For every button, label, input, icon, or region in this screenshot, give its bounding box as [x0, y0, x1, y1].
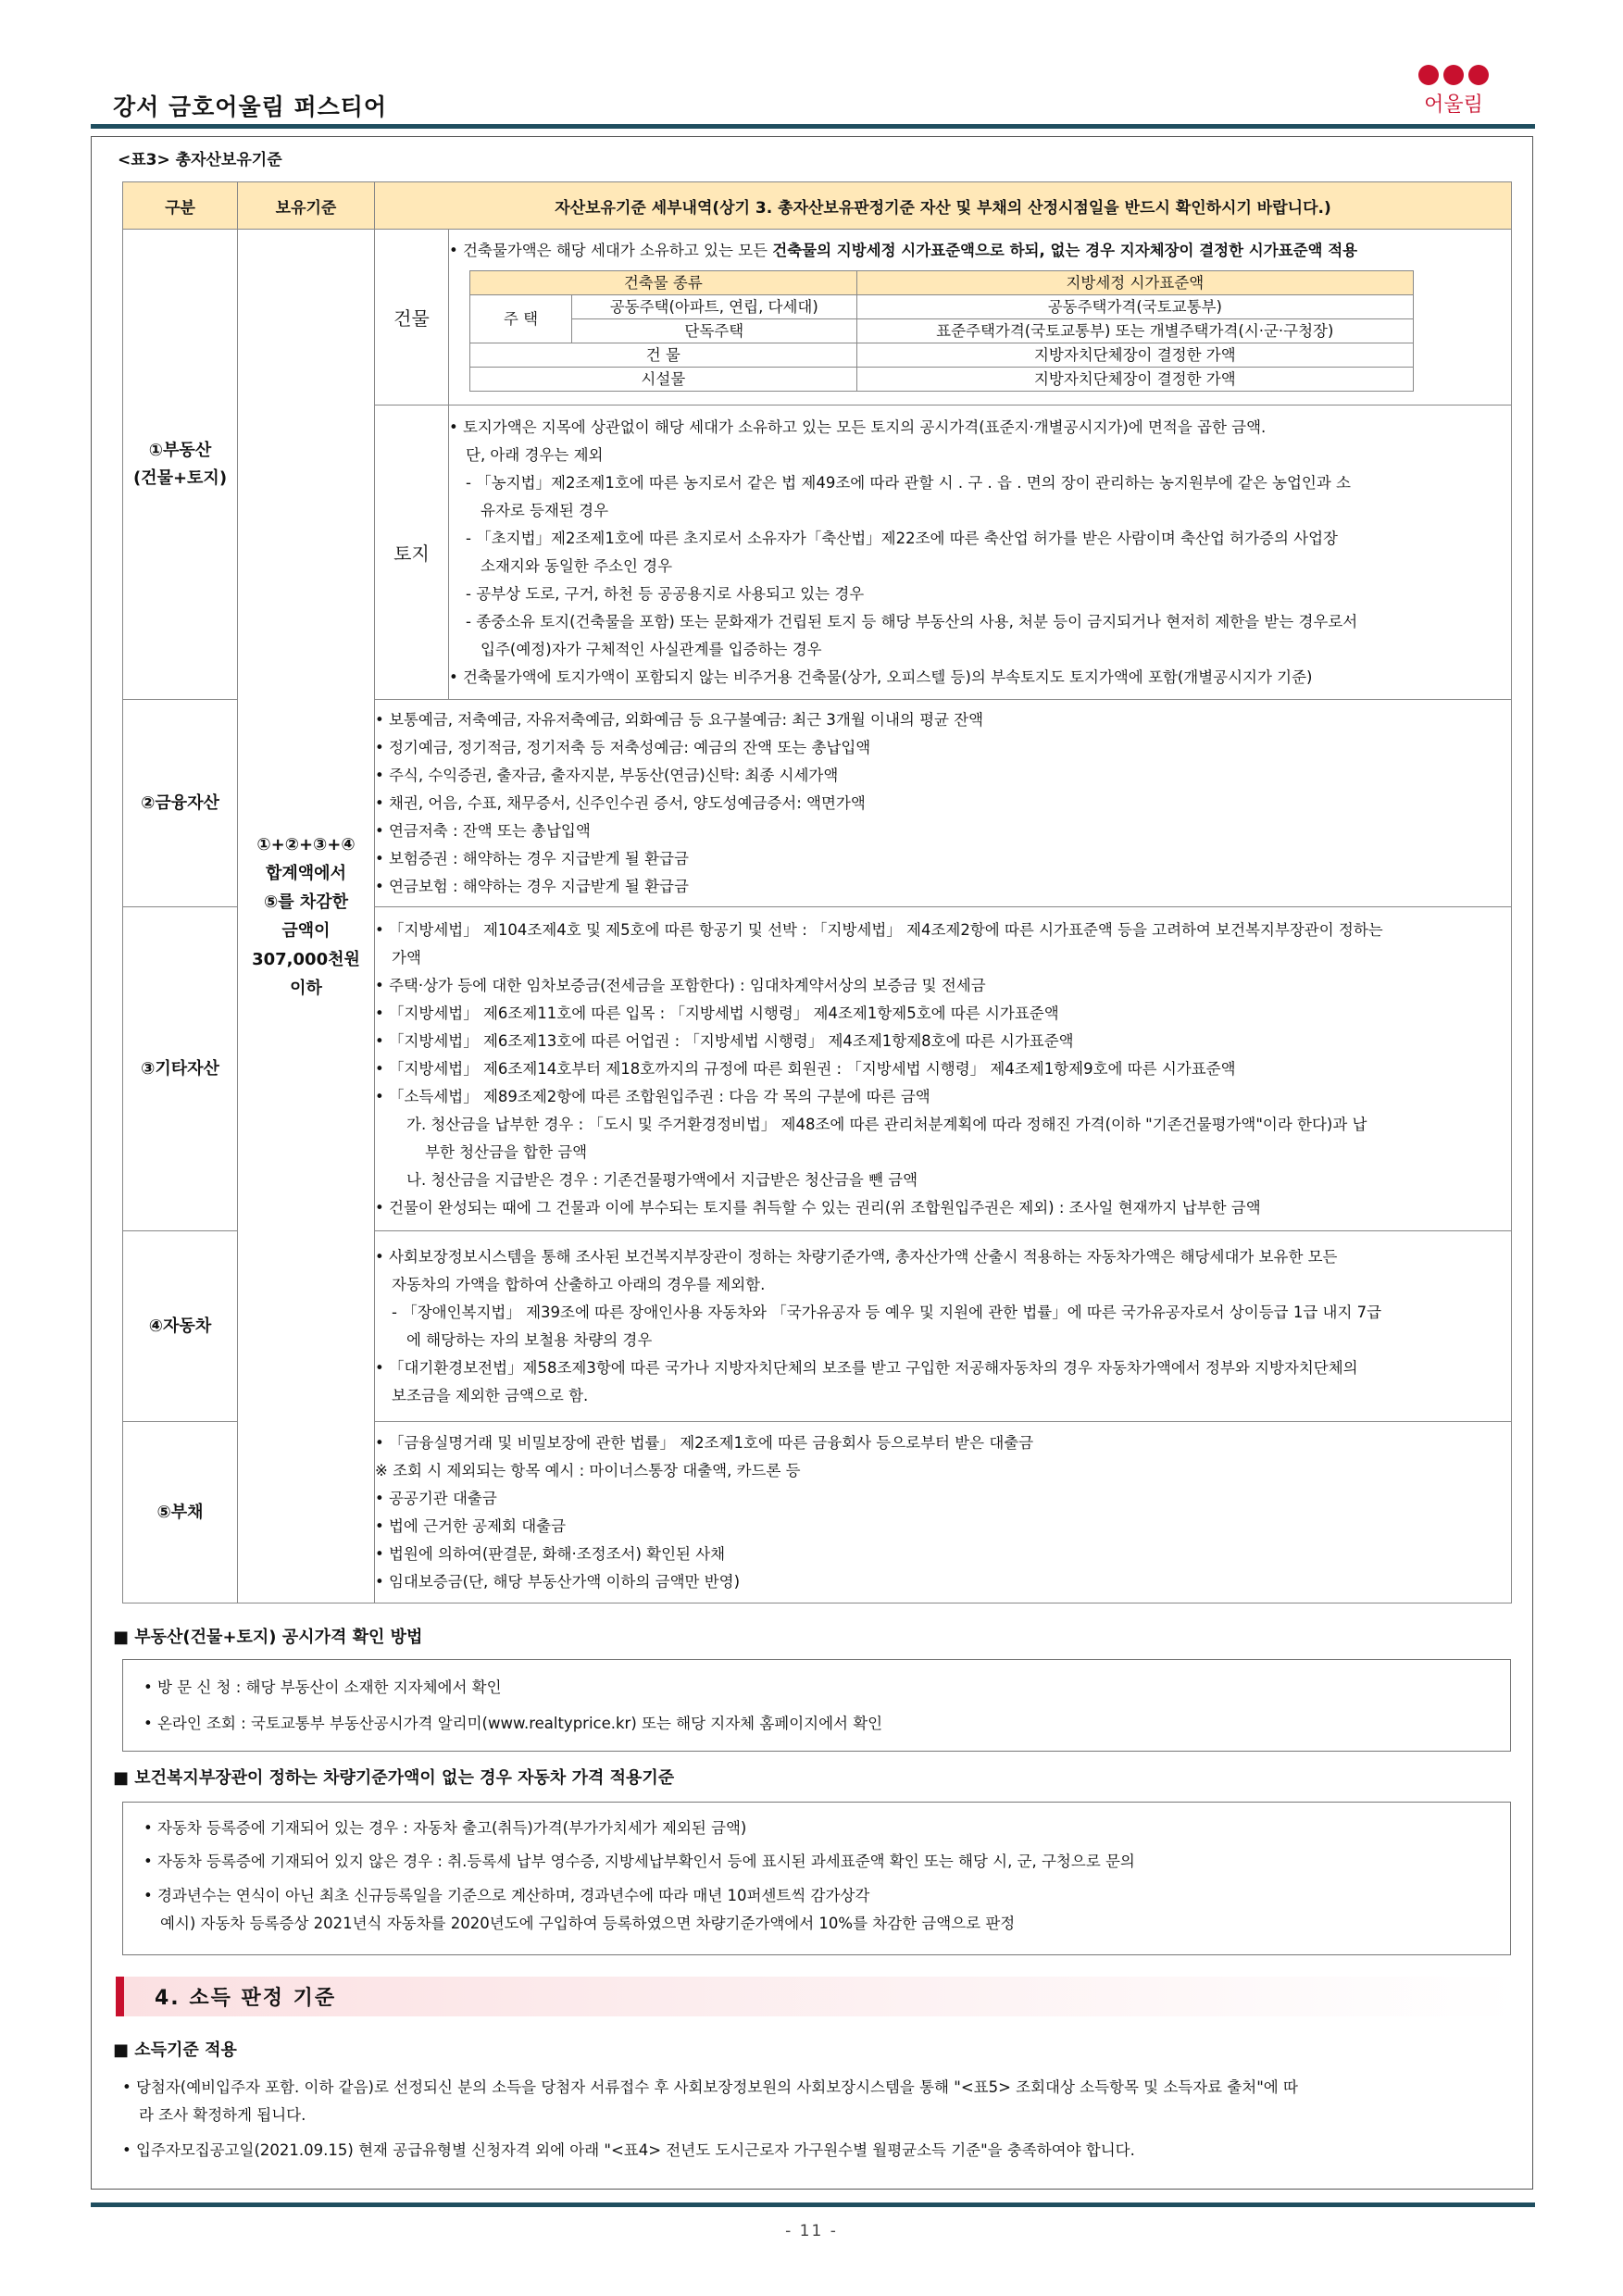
- car-standard-line: 예시) 자동차 등록증상 2021년식 자동차를 2020년도에 구입하여 등록하였으면 차량기준가액에서 10%를 차감한 금액으로 판정: [160, 1915, 1016, 1932]
- footer-divider: [91, 2202, 1535, 2207]
- table-header-row: [123, 182, 1512, 230]
- price-check-title: ■ 부동산(건물+토지) 공시가격 확인 방법: [113, 1628, 423, 1647]
- detail-line: • 건물이 완성되는 때에 그 건물과 이에 부수되는 토지를 취득할 수 있는 권리(위 조합원입주권은 제외) : 조사일 현재까지 납부한 금액: [375, 1198, 1261, 1217]
- standard-line: ⑤를 차감한: [263, 892, 349, 912]
- header-standard: 보유기준: [238, 182, 375, 230]
- brand-logo: [1415, 65, 1492, 118]
- detail-line: • 정기예금, 정기적금, 정기저축 등 저축성예금: 예금의 잔액 또는 총납입액: [375, 738, 871, 756]
- building-price-table: [469, 270, 1414, 392]
- income-line: • 당첨자(예비입주자 포함. 이하 같음)로 선정되신 분의 소득을 당첨자 서류접수 후 사회보장정보원의 사회보장시스템을 통해 "<표5> 조회대상 소득항목 및 소득자료 출처"에 따: [122, 2078, 1298, 2096]
- detail-line: 자동차의 가액을 합하여 산출하고 아래의 경우를 제외함.: [392, 1275, 766, 1293]
- detail-line: • 채권, 어음, 수표, 채무증서, 신주인수권 증서, 양도성예금증서: 액면가액: [375, 793, 866, 812]
- section-accent-bar: [116, 1977, 124, 2016]
- subcategory-building: 건물: [375, 230, 449, 406]
- inner-header: 건축물 종류: [470, 271, 857, 295]
- detail-line: 유자로 등재된 경우: [481, 501, 609, 519]
- detail-line: • 법에 근거한 공제회 대출금: [375, 1516, 567, 1535]
- other-detail: [375, 907, 1512, 1231]
- detail-line: • 임대보증금(단, 해당 부동산가액 이하의 금액만 반영): [375, 1572, 741, 1591]
- category-label: (건물+토지): [132, 468, 228, 488]
- detail-line: • 연금저축 : 잔액 또는 총납입액: [375, 821, 591, 840]
- detail-line: 입주(예정)자가 구체적인 사실관계를 입증하는 경우: [481, 640, 822, 658]
- standard-line: ①+②+③+④: [256, 834, 356, 855]
- detail-line: • 보통예금, 저축예금, 자유저축예금, 외화예금 등 요구불예금: 최근 3개월 이내의 평균 잔액: [375, 710, 984, 729]
- detail-line: • 「지방세법」 제6조제14호부터 제18호까지의 규정에 따른 회원권 : 「지방세법 시행령」 제4조제1항제9호에 따른 시가표준액: [375, 1059, 1236, 1078]
- detail-line: 가. 청산금을 납부한 경우 : 「도시 및 주거환경정비법」 제48조에 따른 관리처분계획에 따라 정해진 가격(이하 "기존건물평가액"이라 한다)과 납: [406, 1115, 1367, 1133]
- detail-line: - 「농지법」제2조제1호에 따른 농지로서 같은 법 제49조에 따라 관할 시 . 구 . 읍 . 면의 장이 관리하는 농지원부에 같은 농업인과 소: [466, 473, 1351, 492]
- detail-line: • 「지방세법」 제6조제13호에 따른 어업권 : 「지방세법 시행령」 제4조제1항제8호에 따른 시가표준액: [375, 1031, 1074, 1050]
- detail-line: - 공부상 도로, 구거, 하천 등 공공용지로 사용되고 있는 경우: [466, 584, 865, 603]
- table-caption: <표3> 총자산보유기준: [118, 151, 282, 169]
- detail-line: • 건축물가액에 토지가액이 포함되지 않는 비주거용 건축물(상가, 오피스텔 등)의 부속토지도 토지가액에 포함(개별공시지가 기준): [449, 668, 1313, 686]
- standard-line: 307,000천원: [252, 949, 360, 969]
- detail-line: • 주식, 수익증권, 출자금, 출자지분, 부동산(연금)신탁: 최종 시세가액: [375, 766, 839, 784]
- land-detail: [449, 406, 1512, 700]
- inner-cell: 공동주택(아파트, 연립, 다세대): [571, 295, 856, 319]
- detail-line: • 「지방세법」 제6조제11호에 따른 입목 : 「지방세법 시행령」 제4조제1항제5호에 따른 시가표준액: [375, 1004, 1059, 1022]
- inner-cell: 시설물: [470, 368, 857, 392]
- building-detail: [449, 230, 1512, 406]
- category-debt: ⑤부채: [123, 1422, 238, 1603]
- category-realestate: [123, 230, 238, 700]
- detail-line: 가액: [392, 948, 421, 967]
- logo-dots-icon: [1415, 65, 1492, 85]
- header-detail: 자산보유기준 세부내역(상기 3. 총자산보유판정기준 자산 및 부채의 산정시점일을 반드시 확인하시기 바랍니다.): [375, 182, 1512, 230]
- detail-line: 소재지와 동일한 주소인 경우: [481, 556, 673, 575]
- income-standard-subtitle: ■ 소득기준 적용: [113, 2040, 237, 2060]
- car-standard-line: • 자동차 등록증에 기재되어 있지 않은 경우 : 취.등록세 납부 영수증, 지방세납부확인서 등에 표시된 과세표준액 확인 또는 해당 시, 군, 구청으로 문의: [144, 1853, 1135, 1870]
- standard-line: 합계액에서: [266, 863, 346, 883]
- inner-cell: 지방자치단체장이 결정한 가액: [856, 343, 1413, 368]
- inner-cell: 표준주택가격(국토교통부) 또는 개별주택가격(시·군·구청장): [856, 319, 1413, 343]
- detail-line: • 연금보험 : 해약하는 경우 지급받게 될 환급금: [375, 877, 689, 895]
- detail-line: 단, 아래 경우는 제외: [466, 445, 604, 464]
- header-divider: [91, 124, 1535, 129]
- detail-line: • 「소득세법」 제89조제2항에 따른 조합원입주권 : 다음 각 목의 구분에 따른 금액: [375, 1087, 930, 1105]
- document-title: 강서 금호어울림 퍼스티어: [113, 94, 388, 120]
- detail-line: • 사회보장정보시스템을 통해 조사된 보건복지부장관이 정하는 차량기준가액, 총자산가액 산출시 적용하는 자동차가액은 해당세대가 보유한 모든: [375, 1247, 1338, 1266]
- table-row: [123, 230, 1512, 406]
- inner-cell: 공동주택가격(국토교통부): [856, 295, 1413, 319]
- detail-line: • 「지방세법」 제104조제4호 및 제5호에 따른 항공기 및 선박 : 「지방세법」 제4조제2항에 따른 시가표준액 등을 고려하여 보건복지부장관이 정하는: [375, 920, 1383, 939]
- category-financial: ②금융자산: [123, 700, 238, 907]
- car-standard-box: [122, 1802, 1511, 1955]
- standard-line: 이하: [290, 978, 322, 998]
- detail-line: • 「금융실명거래 및 비밀보장에 관한 법률」 제2조제1호에 따른 금융회사 등으로부터 받은 대출금: [375, 1433, 1034, 1452]
- header-category: 구분: [123, 182, 238, 230]
- inner-cell: 단독주택: [571, 319, 856, 343]
- standard-line: 금액이: [281, 920, 331, 941]
- category-other: ③기타자산: [123, 907, 238, 1231]
- car-detail: [375, 1231, 1512, 1422]
- income-line: • 입주자모집공고일(2021.09.15) 현재 공급유형별 신청자격 외에 아래 "<표4> 전년도 도시근로자 가구원수별 월평균소득 기준"을 충족하여야 합니다.: [122, 2141, 1135, 2159]
- detail-line: • 「대기환경보전법」제58조제3항에 따른 국가나 지방자치단체의 보조를 받고 구입한 저공해자동차의 경우 자동차가액에서 정부와 지방자치단체의: [375, 1358, 1358, 1377]
- inner-cell: 지방자치단체장이 결정한 가액: [856, 368, 1413, 392]
- detail-line: ※ 조회 시 제외되는 항목 예시 : 마이너스통장 대출액, 카드론 등: [375, 1461, 801, 1479]
- income-standard-list: [122, 2074, 1517, 2165]
- financial-detail: [375, 700, 1512, 907]
- detail-line: - 「초지법」제2조제1호에 따른 초지로서 소유자가「축산법」제22조에 따른 축산업 허가를 받은 사람이며 축산업 허가증의 사업장: [466, 529, 1338, 547]
- price-check-line: • 방 문 신 청 : 해당 부동산이 소재한 지자체에서 확인: [144, 1678, 502, 1696]
- asset-standard-table: [122, 181, 1512, 1603]
- section-4-title: 4. 소득 판정 기준: [155, 1987, 337, 2010]
- detail-line: - 종중소유 토지(건축물을 포함) 또는 문화재가 건립된 토지 등 해당 부동산의 사용, 처분 등이 금지되거나 현저히 제한을 받는 경우로서: [466, 612, 1358, 630]
- detail-line: • 주택·상가 등에 대한 임차보증금(전세금을 포함한다) : 임대차계약서상의 보증금 및 전세금: [375, 976, 986, 994]
- inner-cell: 주 택: [470, 295, 572, 343]
- building-intro: [449, 237, 1511, 265]
- category-label: ①부동산: [148, 440, 212, 460]
- car-standard-title: ■ 보건복지부장관이 정하는 차량기준가액이 없는 경우 자동차 가격 적용기준: [113, 1768, 675, 1788]
- building-intro-bold: 건축물의 지방세정 시가표준액으로 하되, 없는 경우 지자체장이 결정한 시가표준액 적용: [772, 242, 1358, 259]
- inner-cell: 건 물: [470, 343, 857, 368]
- price-check-line: • 온라인 조회 : 국토교통부 부동산공시가격 알리미(www.realtyprice.kr) 또는 해당 지자체 홈페이지에서 확인: [144, 1715, 883, 1732]
- car-standard-line: • 자동차 등록증에 기재되어 있는 경우 : 자동차 출고(취득)가격(부가가치세가 제외된 금액): [144, 1819, 747, 1837]
- subcategory-land: 토지: [375, 406, 449, 700]
- detail-line: 부한 청산금을 합한 금액: [425, 1142, 588, 1161]
- detail-line: • 보험증권 : 해약하는 경우 지급받게 될 환급금: [375, 849, 689, 867]
- detail-line: - 「장애인복지법」 제39조에 따른 장애인사용 자동차와 「국가유공자 등 예우 및 지원에 관한 법률」에 따른 국가유공자로서 상이등급 1급 내지 7급: [392, 1303, 1382, 1321]
- building-intro-text: • 건축물가액은 해당 세대가 소유하고 있는 모든: [449, 242, 773, 259]
- price-check-box: [122, 1659, 1511, 1752]
- asset-limit-standard: [238, 230, 375, 1603]
- detail-line: • 토지가액은 지목에 상관없이 해당 세대가 소유하고 있는 모든 토지의 공시가격(표준지·개별공시지가)에 면적을 곱한 금액.: [449, 418, 1267, 436]
- detail-line: • 법원에 의하여(판결문, 화해·조정조서) 확인된 사채: [375, 1544, 726, 1563]
- income-line: 라 조사 확정하게 됩니다.: [139, 2106, 306, 2124]
- car-standard-line: • 경과년수는 연식이 아닌 최초 신규등록일을 기준으로 계산하며, 경과년수에 따라 매년 10퍼센트씩 감가상각: [144, 1887, 870, 1904]
- detail-line: 나. 청산금을 지급받은 경우 : 기존건물평가액에서 지급받은 청산금을 뺀 금액: [406, 1170, 918, 1189]
- logo-text: 어울림: [1424, 94, 1483, 117]
- inner-header: 지방세정 시가표준액: [856, 271, 1413, 295]
- page-number: - 11 -: [785, 2222, 838, 2240]
- category-car: ④자동차: [123, 1231, 238, 1422]
- detail-line: 에 해당하는 자의 보철용 차량의 경우: [406, 1330, 653, 1349]
- debt-detail: [375, 1422, 1512, 1603]
- section-4-heading: [116, 1977, 1519, 2016]
- detail-line: • 공공기관 대출금: [375, 1489, 497, 1507]
- detail-line: 보조금을 제외한 금액으로 함.: [392, 1386, 589, 1404]
